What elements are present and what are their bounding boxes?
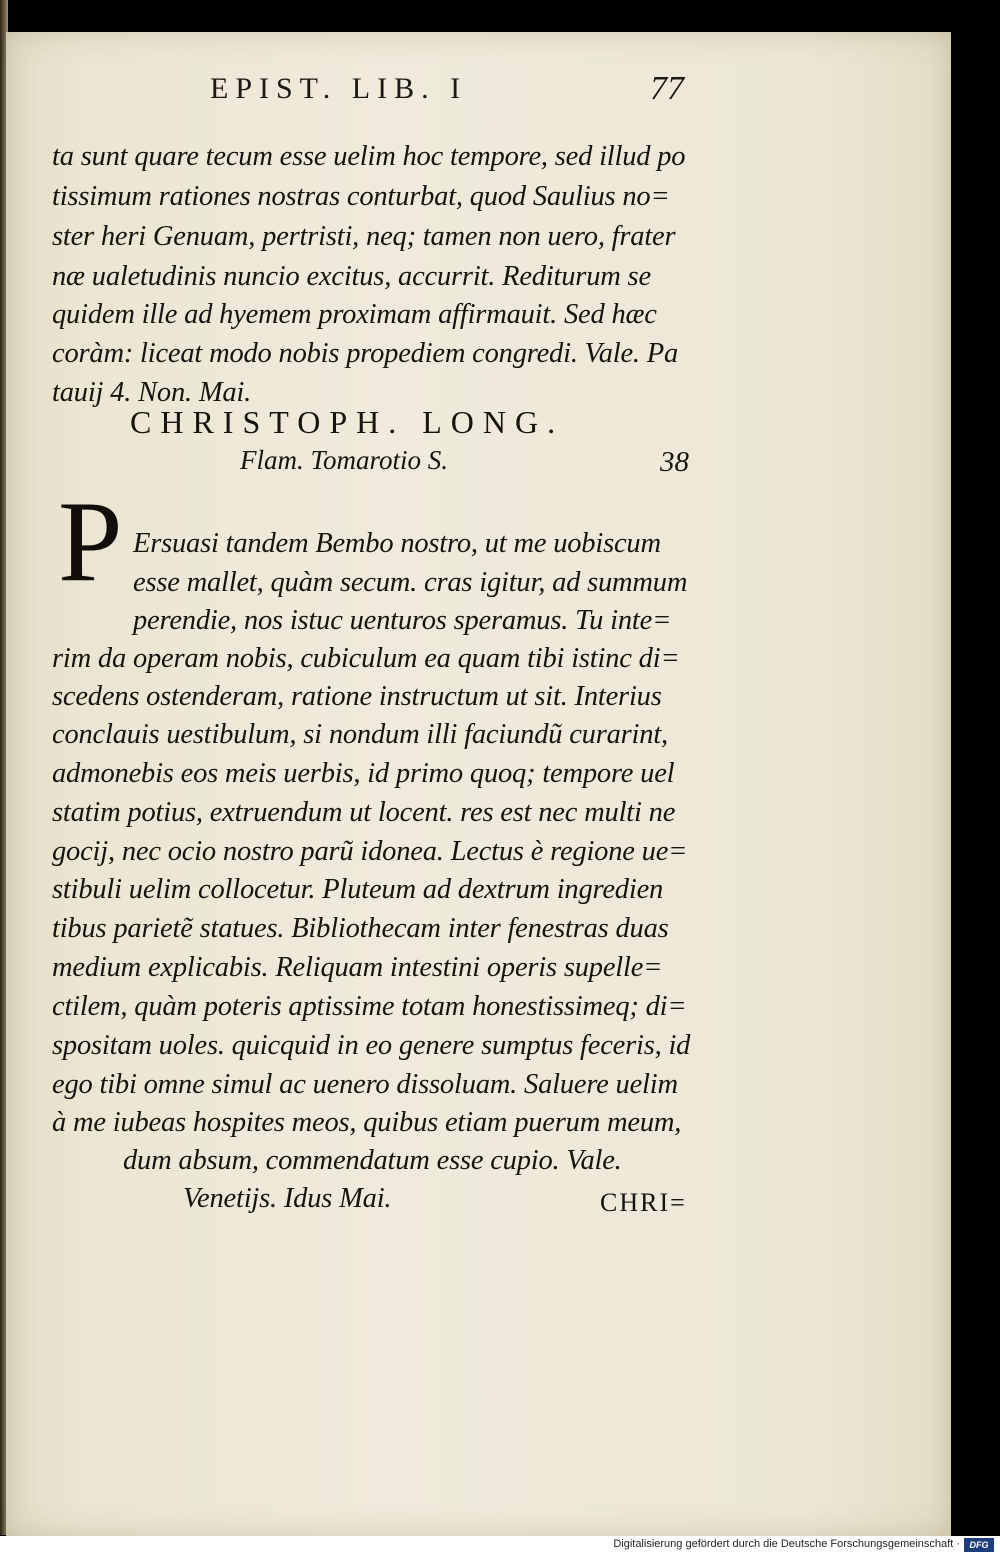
text-line: ctilem, quàm poteris aptissime totam honestissimeq; di= [52,991,687,1022]
letter-heading: CHRISTOPH. LONG. [130,404,565,440]
text-line: næ ualetudinis nuncio excitus, accurrit. Rediturum se [52,261,651,292]
text-line: tauij 4. Non. Mai. [52,377,252,408]
text-line: ster heri Genuam, pertristi, neq; tamen non uero, frater [52,221,676,252]
text-line: perendie, nos istuc uenturos speramus. Tu inte= [133,605,672,636]
text-line: statim potius, extruendum ut locent. res est nec multi ne [52,797,676,828]
text-line: dum absum, commendatum esse cupio. Vale. [123,1145,622,1176]
text-line: Ersuasi tandem Bembo nostro, ut me uobiscum [133,528,661,559]
text-line: tibus parietẽ statues. Bibliothecam inter fenestras duas [52,913,669,944]
text-line: tissimum rationes nostras conturbat, quod Saulius no= [52,181,670,212]
page-number: 77 [650,70,684,107]
letter-addressee: Flam. Tomarotio S. [240,445,449,475]
text-line: coràm: liceat modo nobis propediem congredi. Vale. Pa [52,338,679,369]
drop-cap-initial: P [58,478,123,606]
text-line: spositam uoles. quicquid in eo genere sumptus feceris, id [52,1030,691,1061]
text-line: ego tibi omne simul ac uenero dissoluam. Saluere uelim [52,1069,678,1100]
text-line: conclauis uestibulum, si nondum illi faciundũ curarint, [52,719,668,750]
text-line: ta sunt quare tecum esse uelim hoc tempore, sed illud po [52,141,686,172]
running-head: EPIST. LIB. I [210,72,468,105]
text-line: Venetijs. Idus Mai. [183,1183,392,1214]
text-line: à me iubeas hospites meos, quibus etiam puerum meum, [52,1107,682,1138]
text-line: esse mallet, quàm secum. cras igitur, ad summum [133,567,688,598]
funding-notice: Digitalisierung gefördert durch die Deutsche Forschungsgemeinschaft · [613,1538,960,1550]
dfg-logo: DFG [964,1538,994,1552]
text-line: quidem ille ad hyemem proximam affirmauit. Sed hæc [52,299,657,330]
text-line: gocij, nec ocio nostro parũ idonea. Lectus è regione ue= [52,836,688,867]
text-line: rim da operam nobis, cubiculum ea quam tibi istinc di= [52,643,680,674]
text-line: admonebis eos meis uerbis, id primo quoq; tempore uel [52,758,675,789]
letter-number: 38 [660,446,689,478]
catchword: CHRI= [600,1188,687,1217]
text-line: medium explicabis. Reliquam intestini operis supelle= [52,952,663,983]
text-line: stibuli uelim collocetur. Pluteum ad dextrum ingredien [52,874,664,905]
text-line: scedens ostenderam, ratione instructum ut sit. Interius [52,681,662,712]
